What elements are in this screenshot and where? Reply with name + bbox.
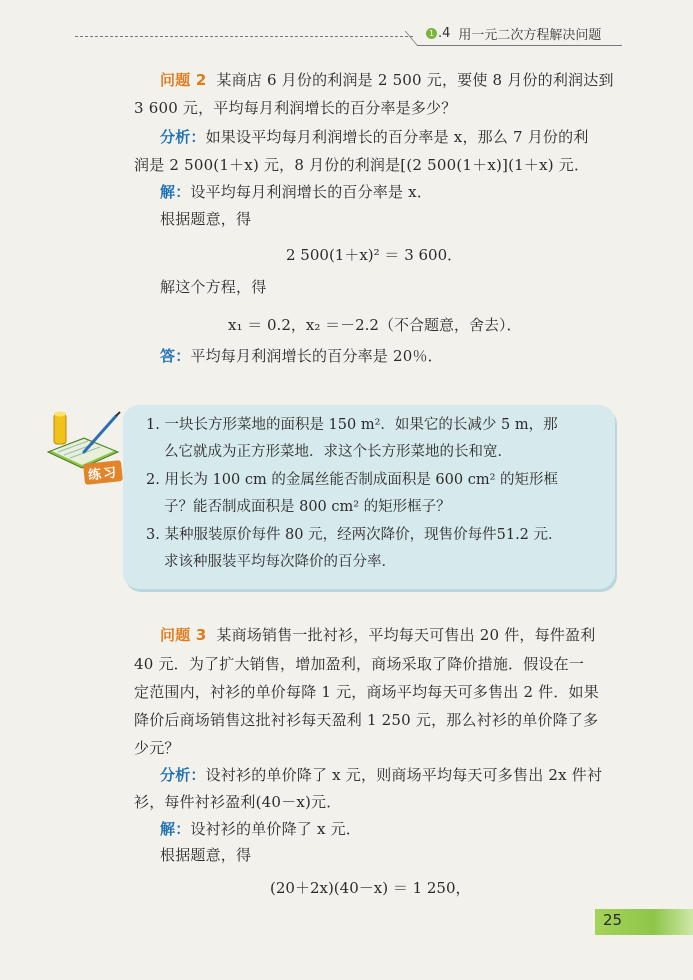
exercise-label: 练习	[83, 460, 123, 485]
exercise-3-text1: 某种服装原价每件 80 元，经两次降价，现售价每件51.2 元．	[164, 527, 563, 543]
exercise-3-number: 3.	[146, 527, 160, 543]
page-number: 25	[603, 911, 623, 929]
solution-label: 解：	[160, 183, 191, 201]
problem2-by-meaning: 根据题意，得	[160, 210, 252, 228]
analysis-label: 分析：	[160, 128, 206, 146]
problem3-line5: 少元？	[134, 739, 180, 757]
problem3-line1	[160, 626, 595, 645]
exercise-2-line2: 子？能否制成面积是 800 cm² 的矩形框子？	[164, 499, 451, 515]
problem2-analysis-line2: 润是 2 500(1＋x) 元，8 月份的利润是[(2 500(1＋x)](1＋x) 元．	[134, 156, 590, 174]
problem3-solution-line1	[160, 820, 361, 839]
chapter-badge: 1	[426, 28, 437, 39]
problem3-line4: 降价后商场销售这批衬衫每天盈利 1 250 元，那么衬衫的单价降了多	[134, 711, 599, 729]
exercise-2-number: 2.	[146, 472, 160, 488]
exercise-1-number: 1.	[146, 417, 160, 433]
problem3-analysis-line2: 衫，每件衬衫盈利(40－x)元．	[134, 793, 342, 811]
answer-label: 答：	[160, 347, 191, 365]
problem2-solve: 解这个方程，得	[160, 278, 267, 296]
problem3-text1: 某商场销售一批衬衫，平均每天可售出 20 件，每件盈利	[216, 626, 596, 644]
header-rule-underline	[424, 45, 622, 46]
exercise-1-line1	[146, 416, 558, 435]
exercise-1-line2: 么它就成为正方形菜地．求这个长方形菜地的长和宽．	[164, 444, 512, 460]
problem2-solution-line1	[160, 183, 432, 202]
problem3-solution-label: 解：	[160, 820, 191, 838]
running-header	[426, 24, 601, 43]
problem2-answer	[160, 347, 443, 366]
problem3-analysis-text1: 设衬衫的单价降了 x 元，则商场平均每天可多售出 2x 件衬	[205, 766, 603, 784]
problem2-text1: 某商店 6 月份的利润是 2 500 元，要使 8 月份的利润达到	[216, 71, 614, 89]
exercise-3-line1	[146, 526, 563, 545]
problem3-line3: 定范围内，衬衫的单价每降 1 元，商场平均每天可多售出 2 件．如果	[134, 683, 599, 701]
problem3-analysis-label: 分析：	[160, 766, 206, 784]
exercise-2-line1	[146, 471, 558, 490]
problem3-analysis-line1	[160, 766, 602, 785]
problem3-label: 问题 3	[160, 626, 207, 644]
problem3-line2: 40 元．为了扩大销售，增加盈利，商场采取了降价措施．假设在一	[134, 655, 585, 673]
header-rule	[75, 36, 413, 37]
section-title: 用一元二次方程解决问题	[458, 28, 602, 43]
solution-text1: 设平均每月利润增长的百分率是 x．	[190, 183, 433, 201]
problem3-solution-text1: 设衬衫的单价降了 x 元．	[190, 820, 362, 838]
exercise-1-text1: 一块长方形菜地的面积是 150 m²．如果它的长减少 5 m，那	[164, 417, 558, 433]
problem2-line1	[160, 71, 614, 90]
section-number: .4	[438, 26, 451, 41]
exercise-2-text1: 用长为 100 cm 的金属丝能否制成面积是 600 cm² 的矩形框	[164, 472, 559, 488]
problem3-by-meaning: 根据题意，得	[160, 846, 252, 864]
problem2-analysis-line1	[160, 128, 589, 147]
problem2-equation: 2 500(1＋x)² ＝ 3 600．	[286, 246, 463, 264]
problem2-label: 问题 2	[160, 71, 207, 89]
problem2-line2: 3 600 元，平均每月利润增长的百分率是多少？	[134, 99, 457, 117]
analysis-text1: 如果设平均每月利润增长的百分率是 x，那么 7 月份的利	[205, 128, 589, 146]
exercise-3-line2: 求该种服装平均每次降价的百分率．	[164, 554, 396, 570]
problem2-roots: x₁ ＝ 0.2，x₂ ＝－2.2（不合题意，舍去）．	[228, 316, 522, 334]
answer-text: 平均每月利润增长的百分率是 20％．	[190, 347, 443, 365]
problem3-equation: (20＋2x)(40－x) ＝ 1 250，	[270, 879, 471, 897]
